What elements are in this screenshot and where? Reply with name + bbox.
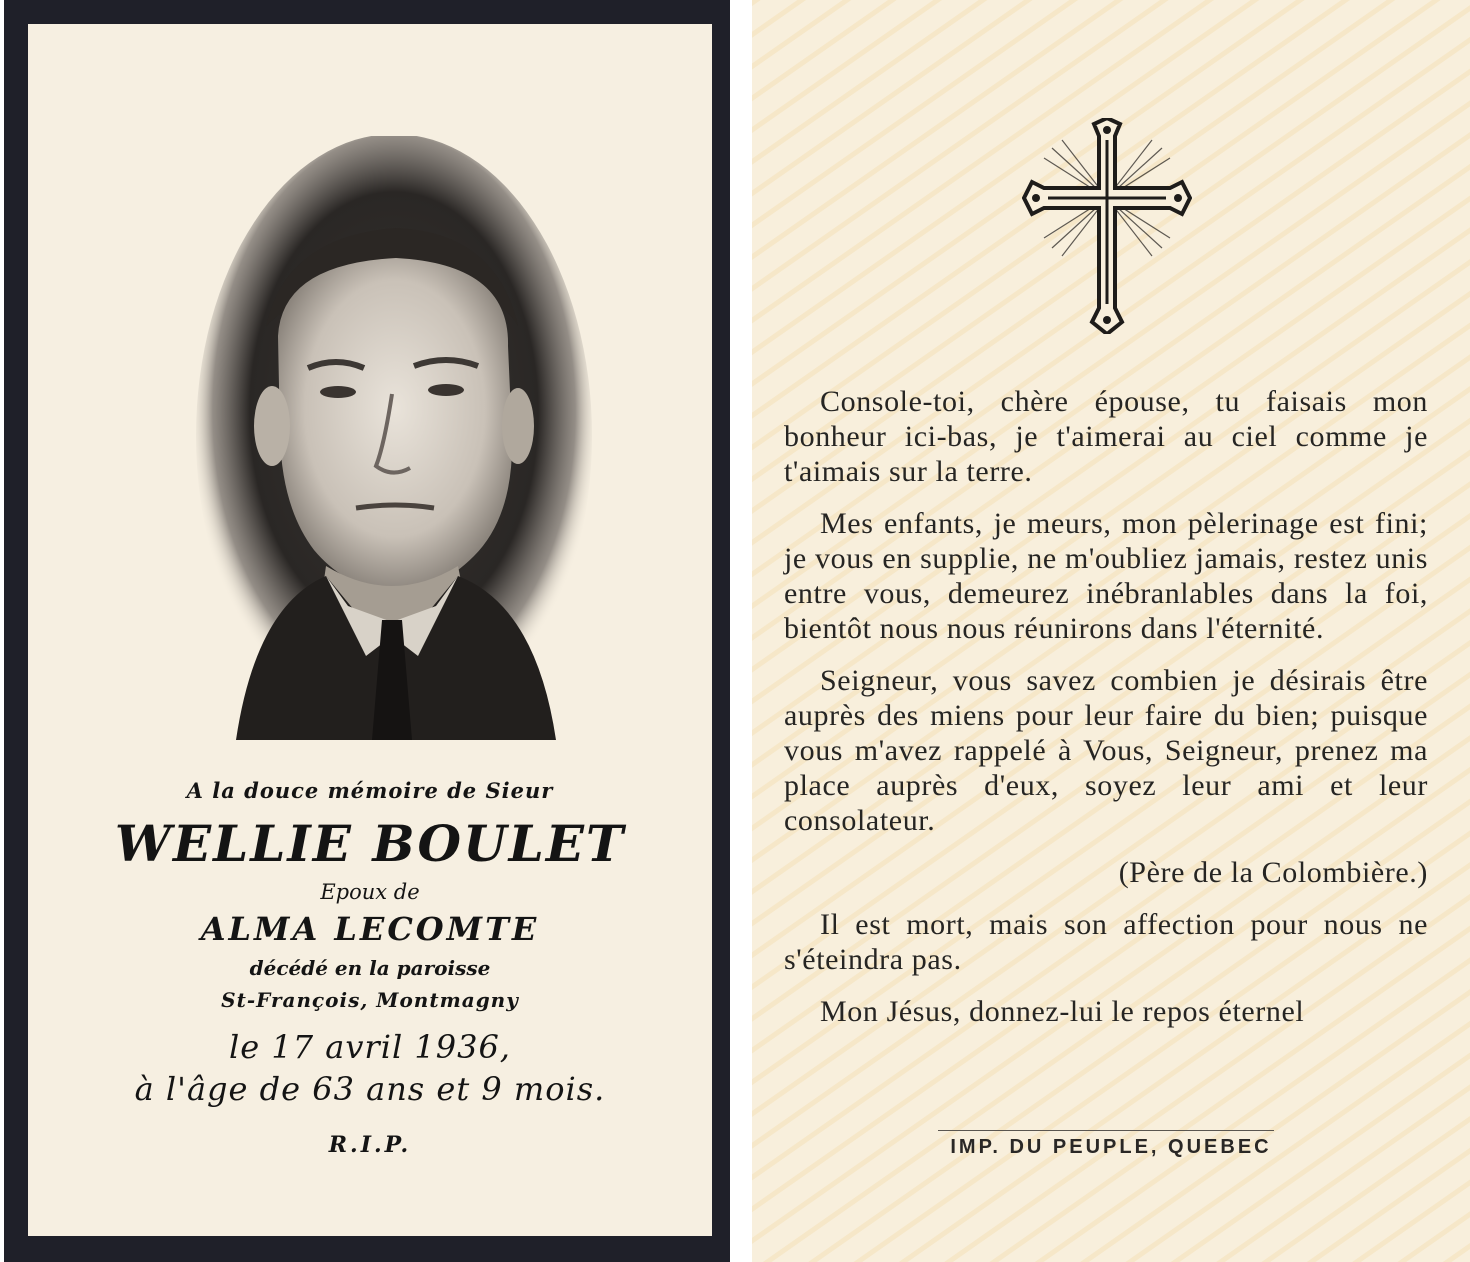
cross-icon (1022, 118, 1192, 334)
card-front-paper (28, 24, 712, 1236)
death-date: le 17 avril 1936, (229, 1028, 511, 1066)
prayer-paragraph: Seigneur, vous savez combien je désirais être auprès des miens pour leur faire du bien; puisque vous m'avez rappelé à Vous, Seigneur, prenez ma place auprès d'eux, soyez leur ami et leur consolateur. (784, 664, 1428, 837)
prayer-paragraph: Console-toi, chère épouse, tu faisais mon bonheur ici-bas, je t'aimerai au ciel comme je t'aimais sur la terre. (784, 385, 1428, 488)
prayer-paragraph: Mes enfants, je meurs, mon pèlerinage est fini; je vous en supplie, ne m'oubliez jamais, restez unis entre vous, demeurez inébranlables dans la foi, bientôt nous nous réunirons dans l'éternité. (784, 507, 1428, 645)
memorial-card-back (752, 0, 1470, 1262)
final-prayer: Mon Jésus, donnez-lui le repos éternel (820, 995, 1305, 1028)
spouse-name: ALMA LECOMTE (200, 910, 540, 948)
printer-credit: IMP. DU PEUPLE, QUEBEC (950, 1136, 1272, 1158)
prayer-paragraph: Il est mort, mais son affection pour nous ne s'éteindra pas. (784, 908, 1428, 976)
rip-text: R.I.P. (328, 1132, 412, 1158)
prayer-text (784, 384, 1428, 1046)
age-at-death: à l'âge de 63 ans et 9 mois. (134, 1070, 606, 1108)
parish-name: St-François, Montmagny (221, 988, 519, 1012)
memory-intro-text: A la douce mémoire de Sieur (186, 778, 554, 803)
divider-line (938, 1130, 1274, 1131)
portrait-photo (196, 136, 592, 740)
deceased-name: WELLIE BOULET (114, 814, 626, 873)
memorial-card-front (4, 0, 730, 1262)
relation-text: Epoux de (320, 880, 420, 904)
death-line: décédé en la paroisse (249, 956, 491, 980)
prayer-attribution: (Père de la Colombière.) (1118, 856, 1428, 889)
